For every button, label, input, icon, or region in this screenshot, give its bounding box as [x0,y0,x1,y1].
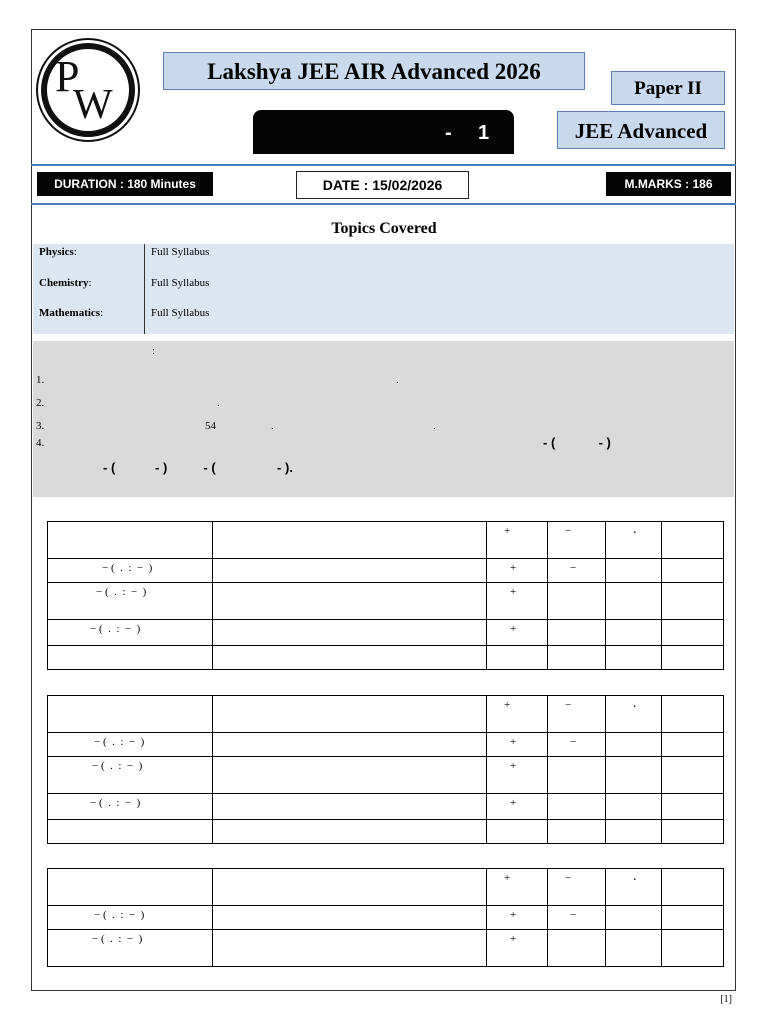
instructions-panel [33,341,734,497]
divider-top [31,164,736,166]
section-label: − ( . : − ) [94,736,145,748]
exam-name: JEE Advanced [557,111,725,149]
section-label: − ( . : − ) [92,933,143,945]
row-plus: + [510,760,517,772]
table-row [48,620,724,646]
instruction-number: 3. [36,420,45,432]
table-header-row [48,869,724,906]
section-label: − ( . : − ) [90,623,141,635]
instructions-heading-colon: : [152,345,156,357]
marks-table-3 [47,868,724,967]
topic-subject: Chemistry [39,277,89,289]
table-row [48,583,724,620]
row-plus: + [510,797,517,809]
section-label: − ( . : − ) [96,586,147,598]
table-header-row [48,696,724,733]
page-number: [1] [720,994,732,1005]
section-label: − ( . : − ) [92,760,143,772]
marks-table-2 [47,695,724,844]
logo-letter-w: W [73,82,113,128]
table-row [48,646,724,670]
table-row [48,906,724,930]
instruction-text: . [217,397,220,409]
instruction-number: 2. [36,397,45,409]
row-plus: + [510,623,517,635]
test-number-banner [253,110,514,154]
instruction-text: . [433,420,436,432]
header-dot: . [633,869,637,884]
table-row [48,794,724,820]
header-minus: − [565,525,572,537]
instruction-number: 4. [36,437,45,449]
topics-title: Topics Covered [331,220,437,237]
divider-bottom [31,203,736,205]
instruction-continuation: - ( - ) - ( - ). [103,460,293,475]
section-label: − ( . : − ) [102,562,153,574]
header-plus: + [504,699,511,711]
row-plus: + [510,562,517,574]
topic-subject: Physics [39,246,74,258]
topic-value: Full Syllabus [151,307,210,319]
test-dash: - [445,122,452,144]
section-label: − ( . : − ) [94,909,145,921]
header-dot: . [633,696,637,711]
logo-letter-p: P [55,52,80,101]
max-marks-badge: M.MARKS : 186 [606,172,731,196]
header-plus: + [504,872,511,884]
instruction-text: - ( - ) [543,435,611,450]
row-minus: − [570,562,577,574]
row-minus: − [570,736,577,748]
row-minus: − [570,909,577,921]
instruction-number: 1. [36,374,45,386]
table-row [48,757,724,794]
instruction-text: . [271,420,274,432]
header-minus: − [565,872,572,884]
table-row [48,820,724,844]
topics-panel: Physics: Full Syllabus Chemistry: Full Syllabus Mathematics: Full Syllabus [33,244,734,334]
row-plus: + [510,909,517,921]
pw-logo [38,40,138,140]
header-dot: . [633,522,637,537]
paper-label: Paper II [611,71,725,105]
row-plus: + [510,736,517,748]
marks-table-1 [47,521,724,670]
table-row [48,559,724,583]
instruction-text: . [396,374,399,386]
table-row [48,930,724,967]
topic-subject: Mathematics [39,307,101,319]
row-plus: + [510,586,517,598]
date-box: DATE : 15/02/2026 [296,171,469,199]
table-row [48,733,724,757]
exam-title: Lakshya JEE AIR Advanced 2026 [163,52,585,90]
instruction-count: 54 [205,420,216,432]
section-label: − ( . : − ) [90,797,141,809]
test-number: 1 [478,122,490,144]
header-plus: + [504,525,511,537]
row-plus: + [510,933,517,945]
table-header-row [48,522,724,559]
topic-value: Full Syllabus [151,246,210,258]
topic-value: Full Syllabus [151,277,210,289]
header-minus: − [565,699,572,711]
duration-badge: DURATION : 180 Minutes [37,172,213,196]
